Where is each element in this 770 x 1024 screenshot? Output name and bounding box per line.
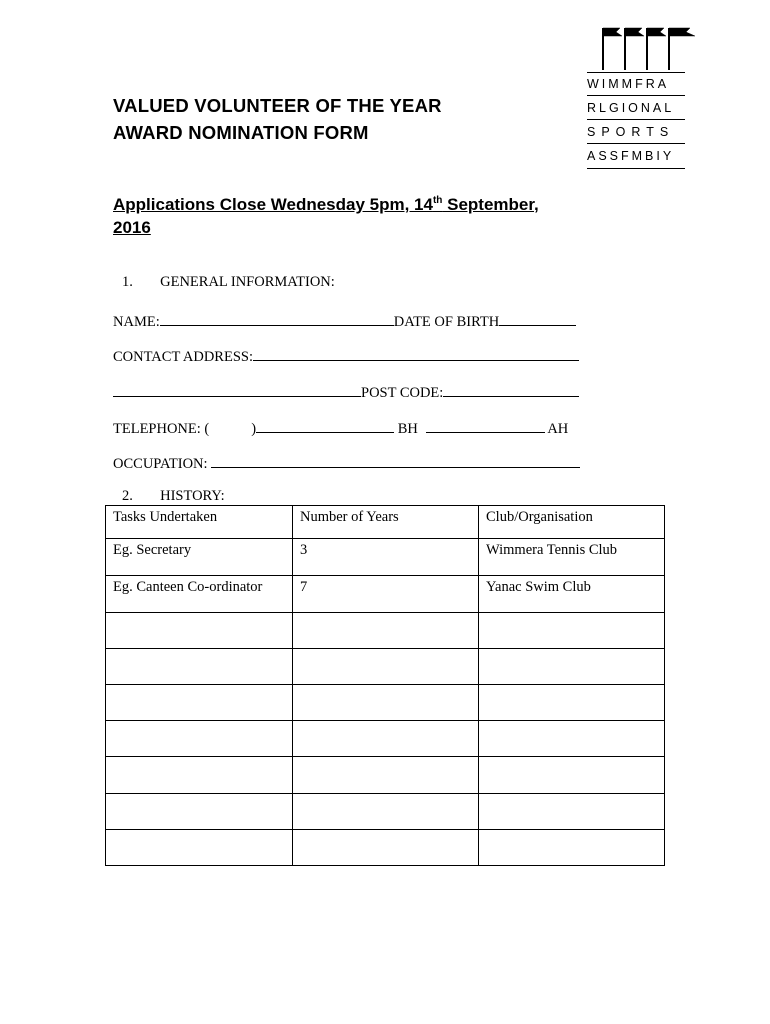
table-cell[interactable] xyxy=(479,721,665,757)
occupation-field[interactable] xyxy=(211,453,580,468)
header-club-organisation: Club/Organisation xyxy=(479,506,665,539)
table-cell[interactable] xyxy=(293,830,479,866)
table-row xyxy=(106,685,665,721)
section-heading: HISTORY: xyxy=(160,488,225,504)
occupation-row xyxy=(113,453,580,473)
table-cell[interactable] xyxy=(479,649,665,685)
closing-date-line-2: 2016 xyxy=(113,218,151,237)
table-header-row xyxy=(106,506,665,539)
section-history xyxy=(122,488,225,505)
table-row xyxy=(106,794,665,830)
table-cell[interactable] xyxy=(293,613,479,649)
closing-date-text: Applications Close Wednesday 5pm, 14 xyxy=(113,195,433,214)
closing-date-month: September, xyxy=(442,195,539,214)
telephone-ah-field[interactable] xyxy=(426,418,545,433)
section-general-information xyxy=(122,274,335,291)
section-number: 2. xyxy=(122,488,133,504)
form-title-line-1: VALUED VOLUNTEER OF THE YEAR xyxy=(113,95,442,116)
section-number: 1. xyxy=(122,274,133,290)
table-cell[interactable] xyxy=(293,721,479,757)
table-cell[interactable] xyxy=(293,685,479,721)
table-cell[interactable]: Yanac Swim Club xyxy=(479,576,665,613)
telephone-bh-field[interactable] xyxy=(256,418,394,433)
table-row xyxy=(106,613,665,649)
occupation-label: OCCUPATION: xyxy=(113,456,208,472)
name-dob-row xyxy=(113,311,576,331)
table-cell[interactable] xyxy=(106,794,293,830)
table-cell[interactable] xyxy=(479,613,665,649)
ah-label: AH xyxy=(547,421,569,437)
history-table xyxy=(105,505,665,866)
flags-on-poles-icon xyxy=(598,24,698,70)
logo-rule xyxy=(587,168,685,169)
contact-address-label: CONTACT ADDRESS: xyxy=(113,349,253,365)
dob-field[interactable] xyxy=(499,311,576,326)
name-field[interactable] xyxy=(160,311,394,326)
table-cell[interactable]: 7 xyxy=(293,576,479,613)
table-cell[interactable] xyxy=(293,757,479,794)
postcode-field[interactable] xyxy=(443,382,579,397)
table-cell[interactable]: Eg. Secretary xyxy=(106,539,293,576)
table-cell[interactable] xyxy=(479,685,665,721)
telephone-label: TELEPHONE: ( xyxy=(113,421,210,437)
telephone-paren-close: ) xyxy=(251,421,257,437)
table-cell[interactable] xyxy=(479,757,665,794)
logo-word-1: WIMMFRA xyxy=(587,77,670,91)
logo-word-3: SPORTS xyxy=(587,125,675,139)
logo-rule xyxy=(587,72,685,73)
postcode-label: POST CODE: xyxy=(361,385,444,401)
table-cell[interactable] xyxy=(106,721,293,757)
name-label: NAME: xyxy=(113,314,160,330)
table-cell[interactable]: 3 xyxy=(293,539,479,576)
table-row xyxy=(106,576,665,613)
contact-address-field[interactable] xyxy=(253,346,579,361)
logo-word-2: RLGIONAL xyxy=(587,101,675,115)
contact-address-row xyxy=(113,346,579,366)
table-cell[interactable] xyxy=(106,613,293,649)
logo-word-4: ASSFMBIY xyxy=(587,149,675,163)
section-heading: GENERAL INFORMATION: xyxy=(160,274,335,290)
closing-date-line-1 xyxy=(113,195,539,215)
table-cell[interactable] xyxy=(293,649,479,685)
logo-rule xyxy=(587,119,685,120)
table-cell[interactable] xyxy=(106,685,293,721)
table-cell[interactable] xyxy=(479,830,665,866)
table-row xyxy=(106,830,665,866)
closing-date-ordinal: th xyxy=(432,195,443,206)
table-row xyxy=(106,539,665,576)
table-cell[interactable] xyxy=(106,649,293,685)
bh-label: BH xyxy=(397,421,418,437)
logo-rule xyxy=(587,143,685,144)
address-postcode-row xyxy=(113,382,579,402)
table-cell[interactable] xyxy=(106,830,293,866)
logo-rule xyxy=(587,95,685,96)
dob-label: DATE OF BIRTH xyxy=(393,314,500,330)
table-row xyxy=(106,757,665,794)
table-row xyxy=(106,649,665,685)
table-cell[interactable] xyxy=(479,794,665,830)
header-number-of-years: Number of Years xyxy=(293,506,479,539)
table-cell[interactable] xyxy=(106,757,293,794)
form-title-line-2: AWARD NOMINATION FORM xyxy=(113,122,369,143)
table-cell[interactable]: Eg. Canteen Co-ordinator xyxy=(106,576,293,613)
table-cell[interactable]: Wimmera Tennis Club xyxy=(479,539,665,576)
table-cell[interactable] xyxy=(293,794,479,830)
address-line-2-field[interactable] xyxy=(113,382,361,397)
telephone-row xyxy=(113,418,568,438)
header-tasks-undertaken: Tasks Undertaken xyxy=(106,506,293,539)
table-row xyxy=(106,721,665,757)
